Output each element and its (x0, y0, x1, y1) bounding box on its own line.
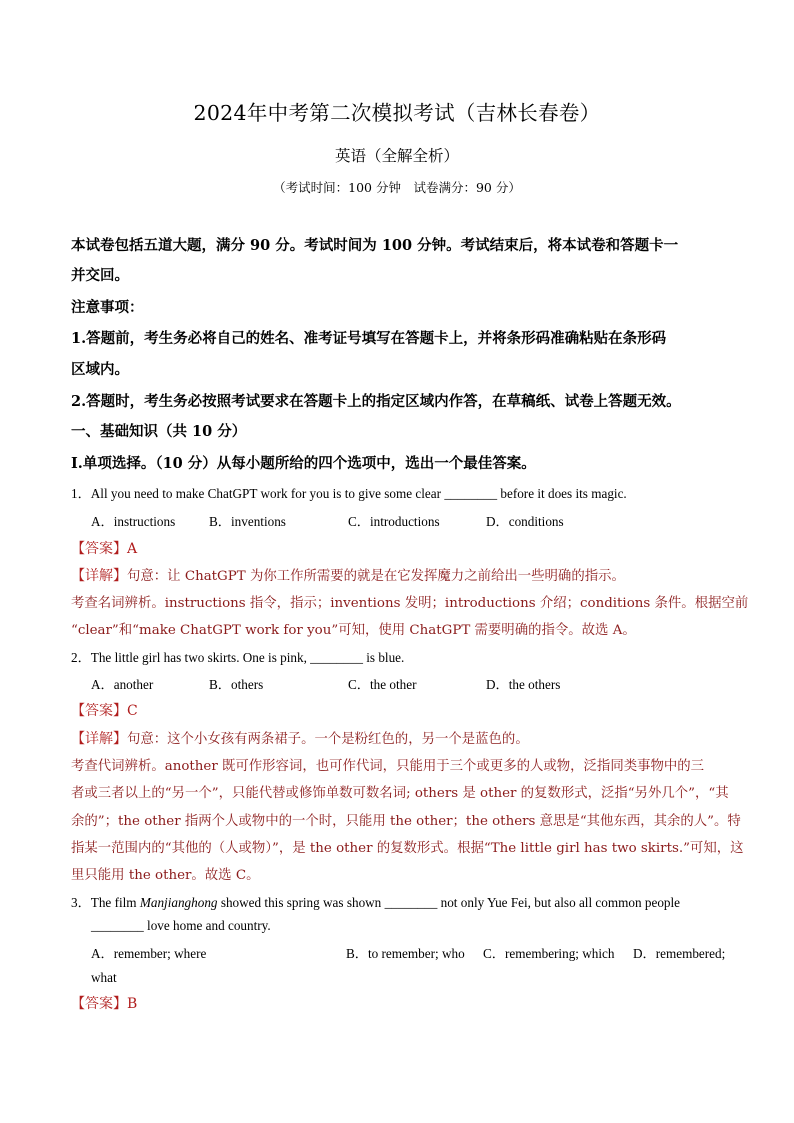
question-1-detail-line-2: 考查名词辨析。instructions 指令，指示；inventions 发明；introductions 介绍；conditions 条件。根据空前 (71, 596, 749, 611)
question-3-stem (71, 892, 680, 911)
detail-text: 句意：这个小女孩有两条裙子。一个是粉红色的，另一个是蓝色的。 (127, 732, 529, 747)
question-1-option-a: A．instructions (91, 514, 176, 529)
question-3-option-d: D．remembered; (633, 946, 726, 961)
question-2-detail-line-3: 者或三者以上的“另一个”，只能代替或修饰单数可数名词; others 是 other 的复数形式，泛指“另外几个”，“其 (71, 786, 729, 801)
question-3-option-c: C．remembering; which (483, 946, 615, 961)
part-heading: I.单项选择。（10 分）从每小题所给的四个选项中，选出一个最佳答案。 (71, 455, 536, 472)
question-1-detail-line-3: “clear”和“make ChatGPT work for you”可知，使用 ChatGPT 需要明确的指令。故选 A。 (71, 623, 636, 638)
question-2-answer: 【答案】C (71, 703, 138, 719)
question-2-option-c: C．the other (348, 677, 417, 692)
question-2-detail-line-5: 指某一范围内的“其他的（人或物）”，是 the other 的复数形式。根据“The little girl has two skirts.”可知，这 (71, 841, 744, 856)
question-3-option-d-continued: what (91, 970, 117, 985)
question-1-option-d: D．conditions (486, 514, 564, 529)
question-1-option-b: B．inventions (209, 514, 286, 529)
detail-text: 句意：让 ChatGPT 为你工作所需要的就是在它发挥魔力之前给出一些明确的指示。 (127, 569, 625, 584)
question-2-detail-line-2: 考查代词辨析。another 既可作形容词，也可作代词，只能用于三个或更多的人或物，泛指同类事物中的三 (71, 759, 705, 774)
question-1-answer: 【答案】A (71, 541, 138, 557)
exam-note: （考试时间：100 分钟 试卷满分：90 分） (273, 180, 521, 195)
question-3-stem-line-2: ________ love home and country. (91, 918, 271, 933)
question-2-option-d: D．the others (486, 677, 561, 692)
film-title: Manjianghong (139, 895, 218, 910)
question-2-option-b: B．others (209, 677, 264, 692)
question-3-option-a: A．remember; where (91, 946, 207, 961)
question-1-option-c: C．introductions (348, 514, 440, 529)
detail-tag: 【详解】 (71, 568, 127, 584)
question-1-detail-line-1 (71, 565, 625, 585)
intro-line-2: 并交回。 (71, 267, 129, 284)
notice-heading: 注意事项： (71, 299, 144, 316)
stem-prefix: 3．The film (71, 895, 140, 910)
question-2-detail-line-4: 余的”；the other 指两个人或物中的一个时，只能用 the other；the others 意思是“其他东西，其余的人”。特 (71, 814, 741, 829)
question-2-option-a: A．another (91, 677, 154, 692)
question-3-answer: 【答案】B (71, 996, 138, 1012)
notice-item-1-line-1: 1.答题前，考生务必将自己的姓名、准考证号填写在答题卡上，并将条形码准确粘贴在条形码 (71, 330, 667, 347)
question-2-detail-line-6: 里只能用 the other。故选 C。 (71, 868, 260, 883)
question-2-stem: 2．The little girl has two skirts. One is pink, ________ is blue. (71, 650, 405, 665)
detail-tag: 【详解】 (71, 731, 127, 747)
stem-rest: showed this spring was shown ________ not only Yue Fei, but also all common people (217, 895, 681, 910)
notice-item-1-line-2: 区域内。 (71, 361, 129, 378)
notice-item-2: 2.答题时，考生务必按照考试要求在答题卡上的指定区域内作答，在草稿纸、试卷上答题无效。 (71, 393, 681, 410)
question-2-detail-line-1 (71, 728, 529, 748)
question-1-stem: 1．All you need to make ChatGPT work for you is to give some clear ________ before it does its magic. (71, 486, 627, 501)
page-subtitle: 英语（全解全析） (334, 147, 459, 165)
intro-line-1: 本试卷包括五道大题，满分 90 分。考试时间为 100 分钟。考试结束后，将本试卷和答题卡一 (71, 237, 679, 254)
page-title: 2024年中考第二次模拟考试（吉林长春卷） (193, 101, 601, 125)
question-3-option-b: B．to remember; who (346, 946, 465, 961)
section-heading: 一、基础知识（共 10 分） (71, 423, 247, 440)
